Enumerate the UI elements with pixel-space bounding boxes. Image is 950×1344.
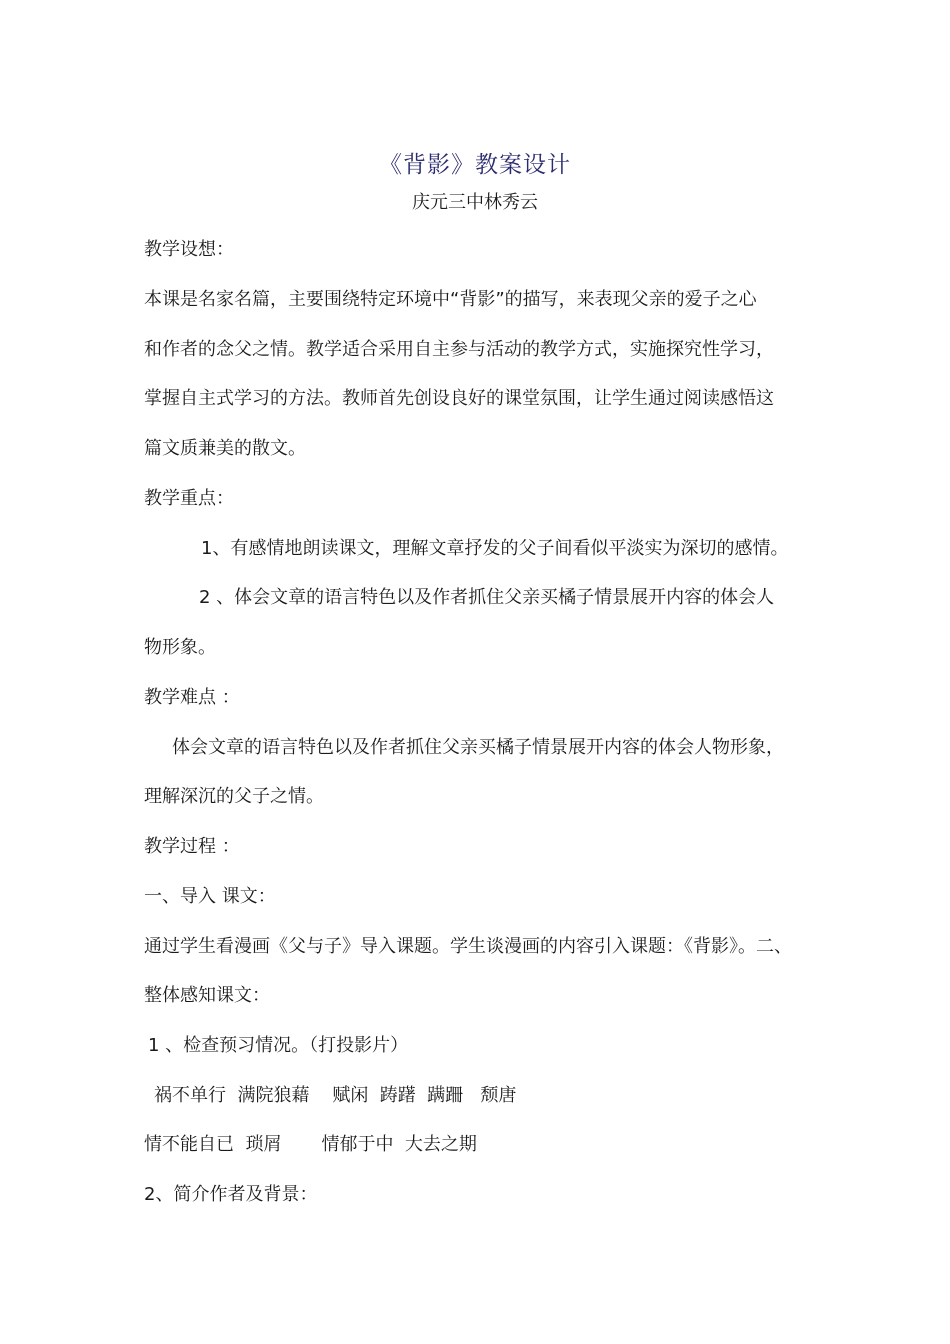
section-heading-key-points: 教学重点： (144, 488, 234, 509)
list-item: 2、简介作者及背景： (144, 1184, 318, 1205)
document-title: 《背影》教案设计 (379, 152, 571, 178)
section-heading-teaching-idea: 教学设想： (144, 239, 234, 260)
paragraph-line: 通过学生看漫画《父与子》导入课题。学生谈漫画的内容引入课题：《背影》。二、 (144, 936, 792, 957)
paragraph-line: 整体感知课文： (144, 985, 270, 1006)
paragraph-line: 体会文章的语言特色以及作者抓住父亲买橘子情景展开内容的体会人物形象， (172, 737, 784, 758)
paragraph-line: 理解深沉的父子之情。 (144, 786, 324, 807)
vocabulary-line: 情不能自已 琐屑 情郁于中 大去之期 (144, 1134, 477, 1155)
vocabulary-line: 祸不单行 满院狼藉 赋闲 踌躇 蹒跚 颓唐 (154, 1085, 517, 1106)
paragraph-line: 本课是名家名篇，主要围绕特定环境中“背影”的描写，来表现父亲的爱子之心 (144, 289, 757, 310)
list-item: 2 、体会文章的语言特色以及作者抓住父亲买橘子情景展开内容的体会人 (199, 587, 775, 608)
section-heading-difficulties: 教学难点 ： (144, 687, 240, 708)
paragraph-line: 篇文质兼美的散文。 (144, 438, 306, 459)
paragraph-line: 和作者的念父之情。教学适合采用自主参与活动的教学方式，实施探究性学习， (144, 339, 774, 360)
document-author: 庆元三中林秀云 (412, 192, 538, 213)
paragraph-line: 掌握自主式学习的方法。教师首先创设良好的课堂氛围，让学生通过阅读感悟这 (144, 388, 774, 409)
paragraph-line: 物形象。 (144, 637, 216, 658)
list-item: 1 、检查预习情况。（打投影片） (148, 1035, 409, 1056)
list-item: 1、有感情地朗读课文，理解文章抒发的父子间看似平淡实为深切的感情。 (201, 538, 789, 559)
subsection-heading: 一、导入 课文： (144, 886, 276, 907)
section-heading-process: 教学过程 ： (144, 836, 240, 857)
